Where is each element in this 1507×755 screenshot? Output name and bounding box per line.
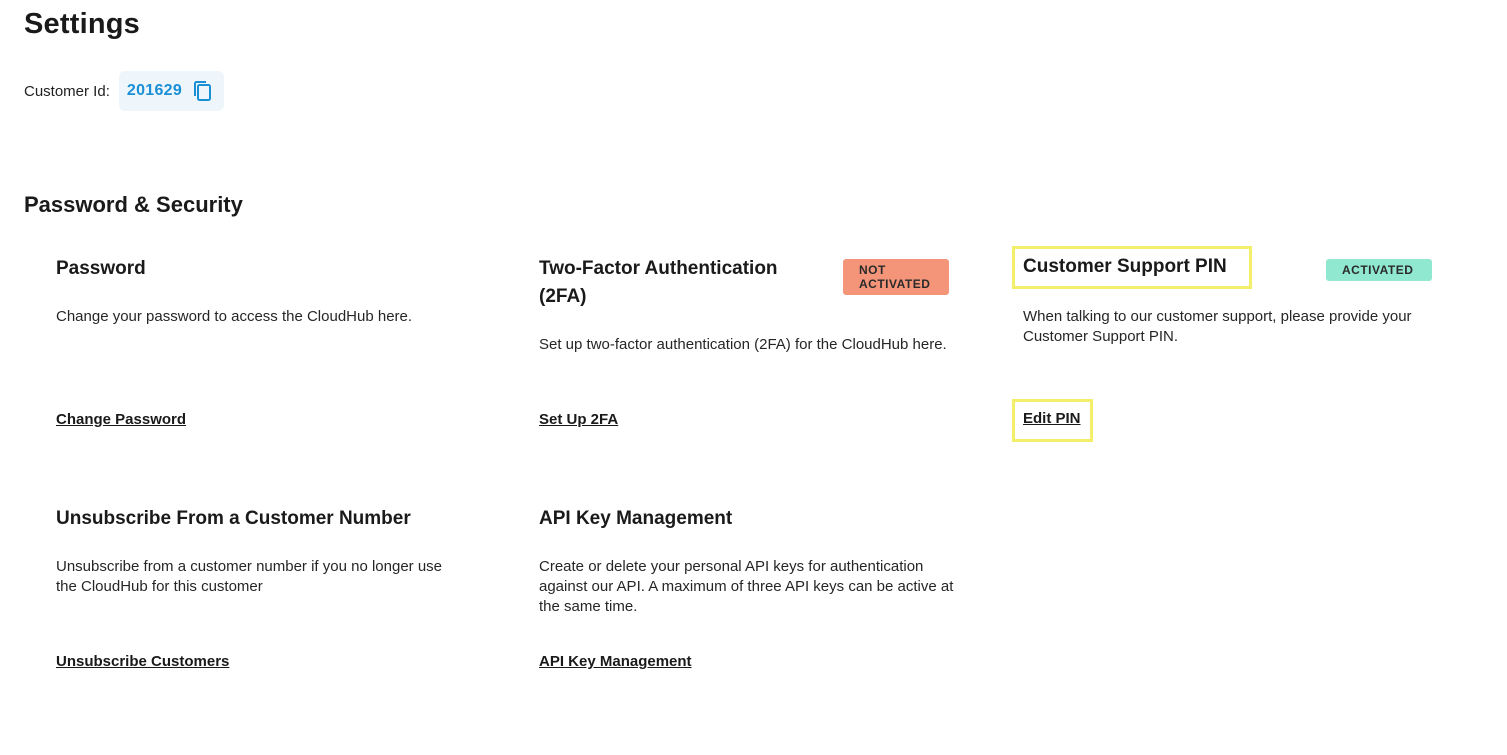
unsubscribe-card-title: Unsubscribe From a Customer Number — [56, 508, 411, 529]
api-key-card-description: Create or delete your personal API keys for authentication against our API. A maximum of three API keys can be active at the same time. — [539, 558, 954, 615]
section-title-password-security: Password & Security — [24, 192, 243, 217]
change-password-link[interactable]: Change Password — [56, 411, 187, 428]
customer-id-copy-chip[interactable] — [119, 71, 224, 111]
edit-pin-link[interactable]: Edit PIN — [1015, 402, 1090, 439]
support-pin-status-badge: ACTIVATED — [1326, 259, 1432, 281]
two-factor-status-badge: NOT ACTIVATED — [843, 259, 949, 295]
api-key-card-title: API Key Management — [539, 508, 733, 529]
two-factor-card-title: Two-Factor Authentication (2FA) — [539, 258, 778, 307]
unsubscribe-card — [56, 505, 476, 670]
api-key-card — [539, 505, 959, 670]
support-pin-card-title: Customer Support PIN — [1015, 249, 1249, 286]
password-card-title: Password — [56, 258, 146, 279]
password-card-description: Change your password to access the CloudHub here. — [56, 308, 413, 325]
customer-id-row — [24, 71, 224, 111]
copy-icon[interactable] — [192, 79, 214, 103]
unsubscribe-customers-link[interactable]: Unsubscribe Customers — [56, 653, 230, 670]
customer-id-label: Customer Id: — [24, 82, 110, 100]
set-up-2fa-link[interactable]: Set Up 2FA — [539, 411, 619, 428]
password-card — [56, 255, 476, 428]
two-factor-card-description: Set up two-factor authentication (2FA) for the CloudHub here. — [539, 336, 947, 353]
api-key-management-link[interactable]: API Key Management — [539, 653, 692, 670]
unsubscribe-card-description: Unsubscribe from a customer number if you no longer use the CloudHub for this customer — [56, 558, 443, 595]
support-pin-card-description: When talking to our customer support, please provide your Customer Support PIN. — [1023, 308, 1412, 345]
customer-id-value: 201629 — [126, 82, 183, 99]
page-title: Settings — [24, 8, 140, 40]
